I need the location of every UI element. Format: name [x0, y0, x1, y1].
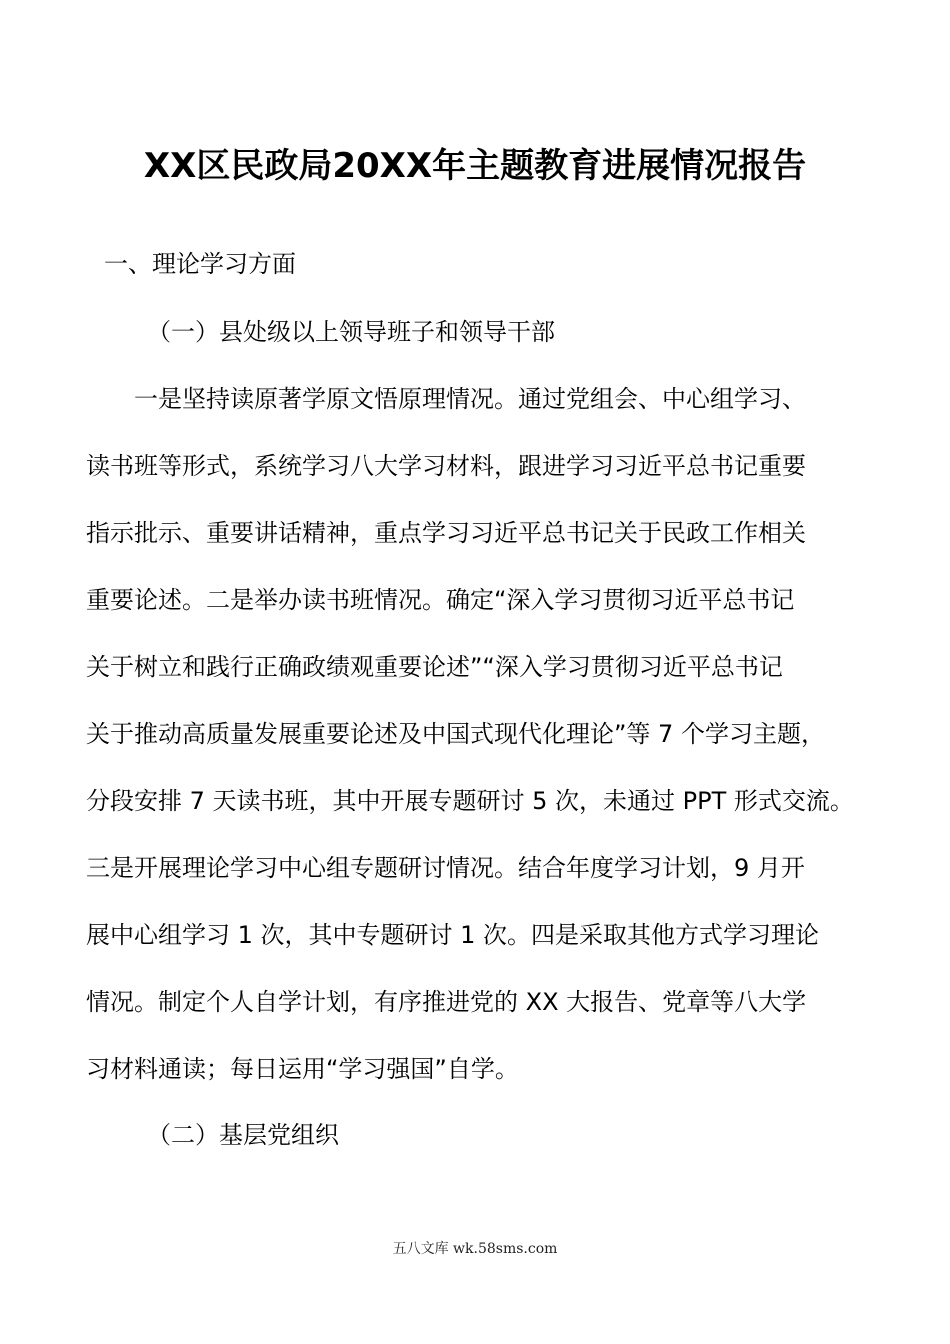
paragraph-line: 分段安排 7 天读书班，其中开展专题研讨 5 次，未通过 PPT 形式交流。: [86, 787, 854, 815]
paragraph-line: 关于推动高质量发展重要论述及中国式现代化理论”等 7 个学习主题，: [86, 720, 825, 748]
paragraph-line: 习材料通读；每日运用“学习强国”自学。: [86, 1055, 519, 1083]
paragraph-line: 展中心组学习 1 次，其中专题研讨 1 次。四是采取其他方式学习理论: [86, 921, 820, 949]
paragraph-line: 读书班等形式，系统学习八大学习材料，跟进学习习近平总书记重要: [86, 452, 806, 480]
paragraph-line: 三是开展理论学习中心组专题研讨情况。结合年度学习计划，9 月开: [86, 854, 805, 882]
paragraph-line: 指示批示、重要讲话精神，重点学习习近平总书记关于民政工作相关: [86, 519, 806, 547]
subsection-heading-leaders: （一）县处级以上领导班子和领导干部: [147, 318, 555, 346]
section-heading-theory-study: 一、理论学习方面: [104, 250, 296, 278]
paragraph-line: 情况。制定个人自学计划，有序推进党的 XX 大报告、党章等八大学: [86, 988, 807, 1016]
paragraph-line: 一是坚持读原著学原文悟原理情况。通过党组会、中心组学习、: [134, 385, 806, 413]
body-paragraph: [86, 381, 866, 1118]
footer-watermark: 五八文库 wk.58sms.com: [392, 1241, 558, 1257]
subsection-heading-grassroots: （二）基层党组织: [147, 1121, 339, 1149]
paragraph-line: 重要论述。二是举办读书班情况。确定“深入学习贯彻习近平总书记: [86, 586, 795, 614]
document-title: XX区民政局20XX年主题教育进展情况报告: [143, 146, 807, 186]
paragraph-line: 关于树立和践行正确政绩观重要论述”“深入学习贯彻习近平总书记: [86, 653, 783, 681]
